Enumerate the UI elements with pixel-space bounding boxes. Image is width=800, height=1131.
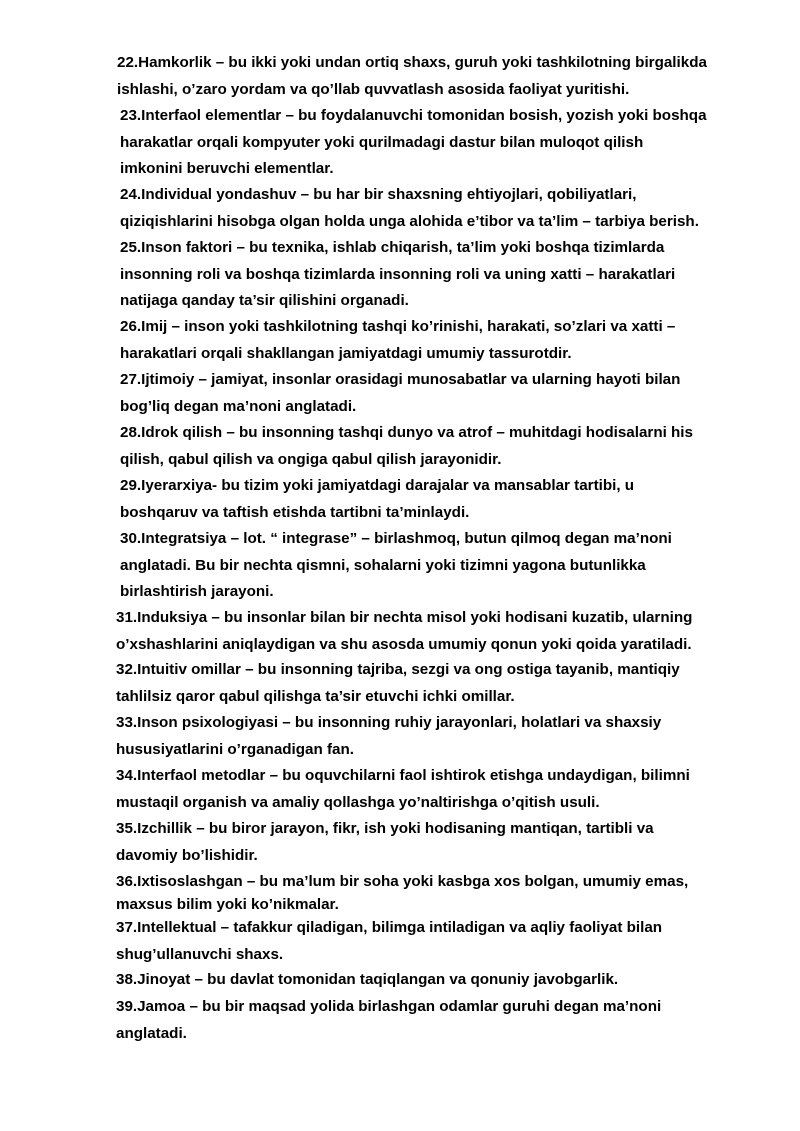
glossary-entry-29 — [120, 473, 634, 526]
glossary-entry-27 — [120, 367, 680, 420]
glossary-entry-30 — [120, 526, 672, 606]
glossary-entry-33 — [116, 710, 661, 763]
entry-line: anglatadi. Bu bir nechta qismni, sohalarni yoki tizimni yagona butunlikka — [120, 556, 646, 574]
entry-line: 26.Imij – inson yoki tashkilotning tashqi ko’rinishi, harakati, so’zlari va xatti – — [120, 318, 676, 335]
entry-line: 25.Inson faktori – bu texnika, ishlab chiqarish, ta’lim yoki boshqa tizimlarda — [120, 239, 665, 256]
entry-line: 38.Jinoyat – bu davlat tomonidan taqiqlangan va qonuniy javobgarlik. — [116, 971, 619, 988]
entry-line: o’xshashlarini aniqlaydigan va shu asosda umumiy qonun yoki qoida yaratiladi. — [116, 635, 692, 653]
entry-line: imkonini beruvchi elementlar. — [120, 160, 334, 177]
entry-line: 24.Individual yondashuv – bu har bir shaxsning ehtiyojlari, qobiliyatlari, — [120, 186, 637, 203]
glossary-entry-39 — [116, 994, 661, 1047]
entry-line: 34.Interfaol metodlar – bu oquvchilarni faol ishtirok etishga undaydigan, bilimni — [116, 767, 690, 784]
entry-line: 30.Integratsiya – lot. “ integrase” – birlashmoq, butun qilmoq degan ma’noni — [120, 530, 672, 547]
entry-line: 28.Idrok qilish – bu insonning tashqi dunyo va atrof – muhitdagi hodisalarni his — [120, 424, 693, 441]
glossary-entry-35 — [116, 816, 654, 869]
entry-line: davomiy bo’lishidir. — [116, 846, 258, 864]
entry-line: hususiyatlarini o’rganadigan fan. — [116, 740, 354, 758]
entry-line: boshqaruv va taftish etishda tartibni ta’minlaydi. — [120, 503, 470, 521]
glossary-entry-25 — [120, 235, 675, 315]
entry-line: shug’ullanuvchi shaxs. — [116, 945, 284, 963]
entry-line: maxsus bilim yoki ko’nikmalar. — [116, 895, 339, 913]
entry-line: harakatlar orqali kompyuter yoki qurilmadagi dastur bilan muloqot qilish — [120, 133, 644, 151]
entry-line: tahlilsiz qaror qabul qilishga ta’sir etuvchi ichki omillar. — [116, 687, 515, 705]
glossary-entry-32 — [116, 657, 680, 710]
glossary-entry-38 — [116, 967, 618, 994]
glossary-entry-24 — [120, 182, 699, 235]
glossary-entry-28 — [120, 420, 693, 473]
entry-line: 32.Intuitiv omillar – bu insonning tajriba, sezgi va ong ostiga tayanib, mantiqiy — [116, 661, 680, 678]
entry-line: 39.Jamoa – bu bir maqsad yolida birlashgan odamlar guruhi degan ma’noni — [116, 998, 662, 1015]
glossary-entry-22 — [117, 50, 707, 103]
entry-line: bog’liq degan ma’noni anglatadi. — [120, 397, 357, 415]
entry-line: 37.Intellektual – tafakkur qiladigan, bilimga intiladigan va aqliy faoliyat bilan — [116, 919, 663, 936]
glossary-entry-37 — [116, 915, 662, 968]
entry-line: qilish, qabul qilish va ongiga qabul qilish jarayonidir. — [120, 450, 502, 468]
entry-line: 27.Ijtimoiy – jamiyat, insonlar orasidagi munosabatlar va ularning hayoti bilan — [120, 371, 681, 388]
glossary-entry-36 — [116, 871, 688, 916]
entry-line: natijaga qanday ta’sir qilishini organadi. — [120, 292, 409, 309]
glossary-entry-23 — [120, 103, 707, 183]
entry-line: insonning roli va boshqa tizimlarda insonning roli va uning xatti – harakatlari — [120, 265, 676, 283]
entry-line: 29.Iyerarxiya- bu tizim yoki jamiyatdagi darajalar va mansablar tartibi, u — [120, 477, 635, 494]
entry-line: 36.Ixtisoslashgan – bu ma’lum bir soha yoki kasbga xos bolgan, umumiy emas, — [116, 873, 689, 890]
entry-line: 31.Induksiya – bu insonlar bilan bir nechta misol yoki hodisani kuzatib, ularning — [116, 609, 693, 626]
entry-line: 22.Hamkorlik – bu ikki yoki undan ortiq shaxs, guruh yoki tashkilotning birgalikda — [117, 54, 707, 71]
entry-line: 23.Interfaol elementlar – bu foydalanuvchi tomonidan bosish, yozish yoki boshqa — [120, 107, 707, 124]
entry-line: 35.Izchillik – bu biror jarayon, fikr, ish yoki hodisaning mantiqan, tartibli va — [116, 820, 654, 837]
entry-line: ishlashi, o’zaro yordam va qo’llab quvvatlash asosida faoliyat yuritishi. — [117, 80, 630, 98]
glossary-entry-31 — [116, 605, 692, 658]
entry-line: birlashtirish jarayoni. — [120, 583, 274, 600]
entry-line: anglatadi. — [116, 1024, 187, 1042]
entry-line: qiziqishlarini hisobga olgan holda unga alohida e’tibor va ta’lim – tarbiya berish. — [120, 212, 699, 230]
entry-line: 33.Inson psixologiyasi – bu insonning ruhiy jarayonlari, holatlari va shaxsiy — [116, 714, 662, 731]
entry-line: harakatlari orqali shakllangan jamiyatdagi umumiy tassurotdir. — [120, 344, 572, 362]
glossary-entry-26 — [120, 314, 675, 367]
entry-line: mustaqil organish va amaliy qollashga yo’naltirishga o’qitish usuli. — [116, 793, 600, 811]
glossary-entry-34 — [116, 763, 690, 816]
